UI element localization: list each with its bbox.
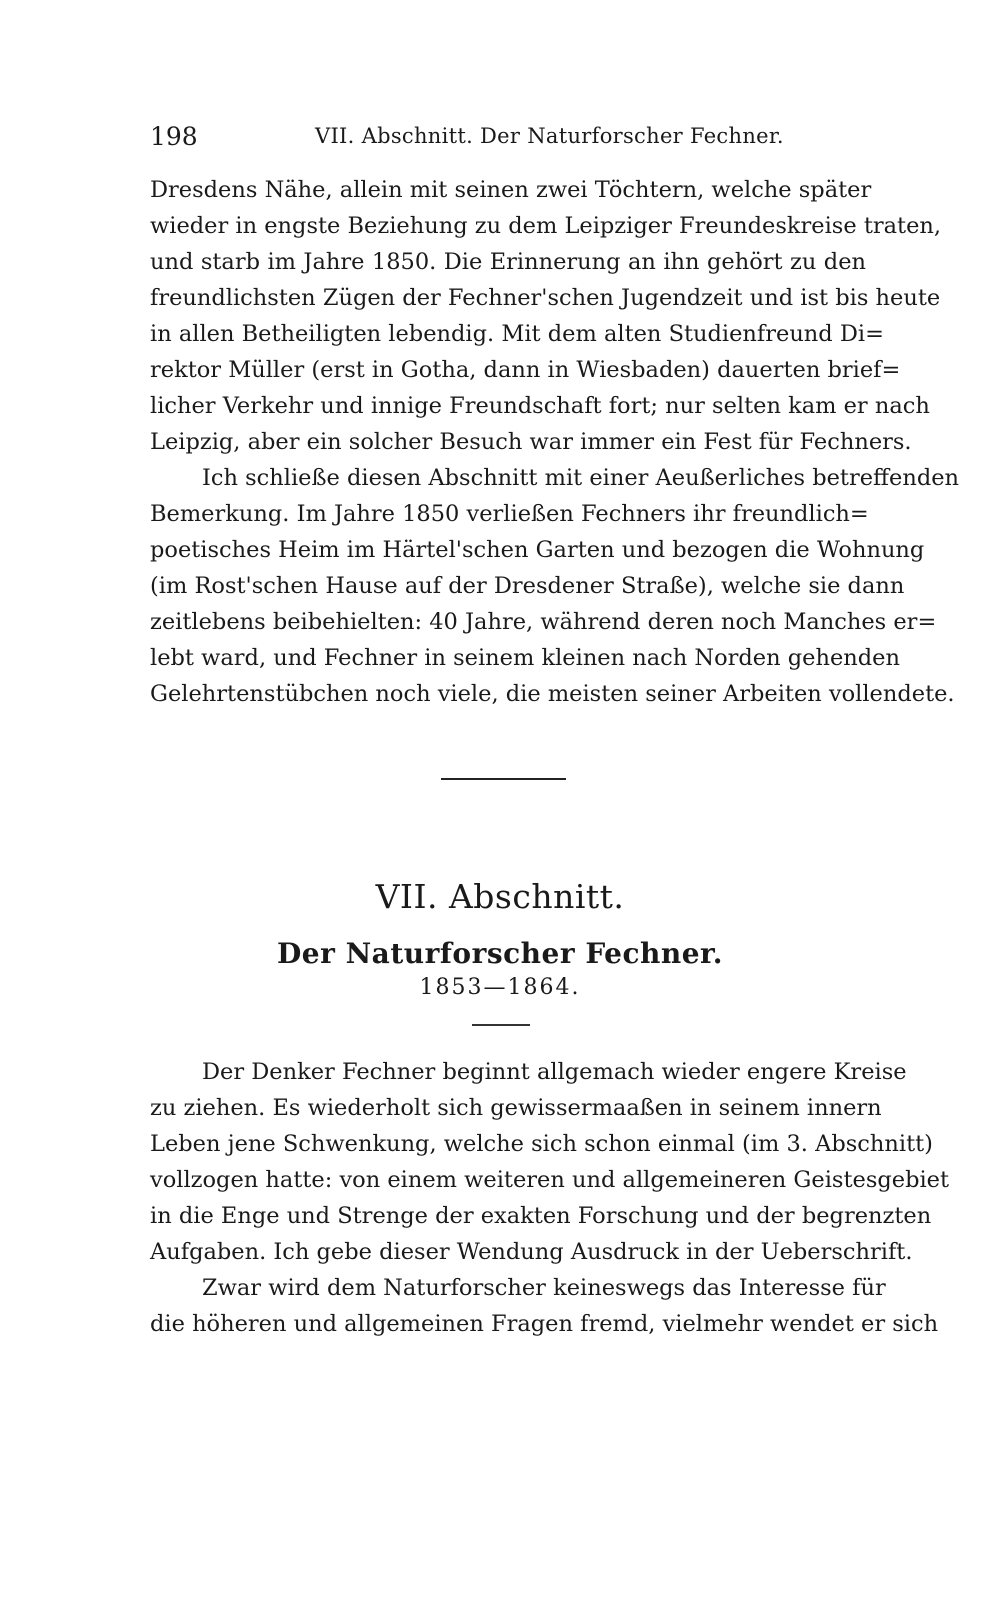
text-line: die höheren und allgemeinen Fragen fremd, vielmehr wendet er sich [150,1311,939,1337]
running-head [150,122,870,152]
page-number: 198 [150,122,198,151]
text-line: in die Enge und Strenge der exakten Forschung und der begrenzten [150,1203,932,1229]
section-dates: 1853—1864. [419,975,581,1000]
text-line: Dresdens Nähe, allein mit seinen zwei Töchtern, welche später [150,177,872,203]
text-line: und starb im Jahre 1850. Die Erinnerung an ihn gehört zu den [150,249,866,275]
text-line: zu ziehen. Es wiederholt sich gewissermaaßen in seinem innern [150,1095,882,1121]
text-line: vollzogen hatte: von einem weiteren und allgemeineren Geistesgebiet [150,1167,950,1193]
section-title: VII. Abschnitt. [375,877,625,916]
top-text-block [150,172,960,712]
text-line: poetisches Heim im Härtel'schen Garten und bezogen die Wohnung [150,537,925,563]
text-line: rektor Müller (erst in Gotha, dann in Wiesbaden) dauerten brief= [150,357,901,383]
running-title: VII. Abschnitt. Der Naturforscher Fechner. [315,124,784,148]
text-line: Aufgaben. Ich gebe dieser Wendung Ausdruck in der Ueberschrift. [150,1239,913,1265]
text-line: freundlichsten Zügen der Fechner'schen Jugendzeit und ist bis heute [150,285,941,311]
text-line: Leipzig, aber ein solcher Besuch war immer ein Fest für Fechners. [150,429,912,455]
text-line: wieder in engste Beziehung zu dem Leipziger Freundeskreise traten, [150,213,942,239]
text-line: Ich schließe diesen Abschnitt mit einer Aeußerliches betreffenden [202,465,960,491]
text-line: Leben jene Schwenkung, welche sich schon einmal (im 3. Abschnitt) [150,1131,933,1157]
text-line: Gelehrtenstübchen noch viele, die meisten seiner Arbeiten vollendete. [150,681,955,707]
section-divider-rule [441,778,566,780]
section-subtitle: Der Naturforscher Fechner. [276,937,723,970]
text-line: in allen Betheiligten lebendig. Mit dem alten Studienfreund Di= [150,321,884,347]
text-line: Bemerkung. Im Jahre 1850 verließen Fechners ihr freundlich= [150,501,869,527]
bottom-text-block [150,1054,950,1342]
text-line: (im Rost'schen Hause auf der Dresdener Straße), welche sie dann [150,573,905,599]
text-line: licher Verkehr und innige Freundschaft fort; nur selten kam er nach [150,393,930,419]
text-line: lebt ward, und Fechner in seinem kleinen nach Norden gehenden [150,645,900,671]
section-small-rule [472,1024,530,1026]
text-line: Zwar wird dem Naturforscher keineswegs das Interesse für [202,1275,886,1301]
text-line: zeitlebens beibehielten: 40 Jahre, während deren noch Manches er= [150,609,937,635]
text-line: Der Denker Fechner beginnt allgemach wieder engere Kreise [202,1059,907,1085]
